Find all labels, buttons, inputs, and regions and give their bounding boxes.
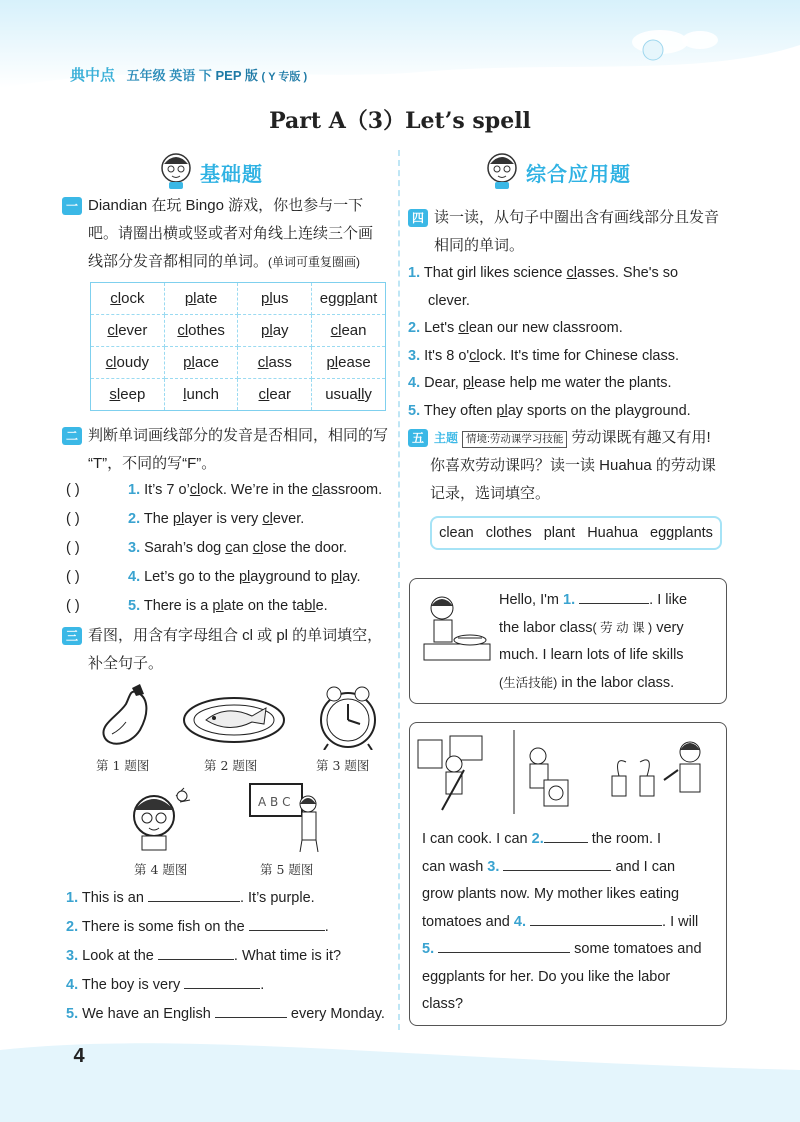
question-3 (62, 622, 392, 678)
q2-text-2: “T”，不同的写“F”。 (88, 455, 217, 472)
bingo-cell[interactable]: clock (91, 283, 165, 315)
fill-item-5: 5. We have an English every Monday. (66, 1006, 385, 1022)
q4-item-1-cont: clever. (428, 292, 470, 309)
bingo-cell[interactable]: plate (164, 283, 238, 315)
bingo-cell[interactable]: clean (312, 315, 386, 347)
question-2 (62, 422, 392, 478)
answer-blank[interactable]: ( ) (66, 598, 80, 614)
fill-item-3: 3. Look at the . What time is it? (66, 948, 342, 964)
question-number: 二 (62, 427, 82, 445)
question-number: 一 (62, 197, 82, 215)
story-box-1-text: Hello, I'm 1. . I like the labor class( 劳 动 课 ) very much. I learn lots of life skills (生活技能) in the labor class. (499, 592, 688, 691)
question-4 (408, 204, 738, 260)
story-box-2-text: I can cook. I can 2. the room. I can wash 3. and I can grow plants now. My mother likes eating tomatoes and 4. . I will 5. some tomatoes and eggplants for her. Do you like the labor class? (422, 831, 702, 1012)
q5-text-3: 记录，选词填空。 (430, 485, 551, 502)
q4-text-1: 读一读，从句子中圈出含有画线部分且发音 (434, 209, 720, 226)
fish-plate-picture (182, 694, 286, 746)
bingo-cell[interactable]: usually (312, 379, 386, 411)
caption-2: 第 2 题图 (204, 758, 258, 773)
board-text: A B C (258, 795, 291, 809)
series-title (70, 64, 307, 85)
theme-tag: 情境:劳动课学习技能 (462, 431, 567, 448)
caption-3: 第 3 题图 (316, 758, 370, 773)
q5-text-2: 你喜欢劳动课吗？读一读 Huahua 的劳动课 (430, 457, 716, 474)
tf-item-3: ( ) 3. Sarah’s dog can close the door. (66, 540, 348, 556)
q4-item-3: 3. It's 8 o'clock. It's time for Chinese class. (408, 347, 680, 364)
answer-blank[interactable] (438, 939, 570, 953)
footer-wave-decoration (0, 1030, 800, 1122)
bingo-cell[interactable]: play (238, 315, 312, 347)
eggplant-picture (96, 682, 156, 750)
q4-items (408, 260, 738, 425)
answer-blank[interactable] (544, 829, 588, 843)
answer-blank[interactable] (530, 912, 662, 926)
q1-note: (单词可重复圈画) (268, 255, 361, 269)
bingo-cell[interactable]: clever (91, 315, 165, 347)
english-class-picture (248, 780, 324, 852)
q2-text-1: 判断单词画线部分的发音是否相同，相同的写 (88, 427, 389, 444)
brand-logo: 典中点 (70, 67, 116, 84)
bingo-cell[interactable]: place (164, 347, 238, 379)
page-title: Part A（3）Let’s spell (269, 108, 531, 134)
section-header-integrated (482, 150, 672, 190)
answer-blank[interactable]: ( ) (66, 540, 80, 556)
bingo-cell[interactable]: plus (238, 283, 312, 315)
answer-blank[interactable] (158, 946, 234, 960)
girl-cooking-picture (420, 592, 494, 674)
bingo-row (91, 283, 386, 315)
tf-item-4: ( ) 4. Let’s go to the playground to play. (66, 569, 361, 585)
bingo-grid (90, 282, 386, 411)
q4-item-5: 5. They often play sports on the playground. (408, 402, 691, 419)
answer-blank[interactable]: ( ) (66, 511, 80, 527)
answer-blank[interactable]: ( ) (66, 482, 80, 498)
bingo-row (91, 379, 386, 411)
answer-blank[interactable] (215, 1004, 287, 1018)
question-5 (408, 424, 738, 508)
section-label: 综合应用题 (526, 162, 631, 186)
page-number: 4 (73, 1045, 85, 1067)
bingo-cell[interactable]: please (312, 347, 386, 379)
tf-item-2: ( ) 2. The player is very clever. (66, 511, 305, 527)
theme-label: 主题 (434, 431, 459, 445)
tf-item-5: ( ) 5. There is a plate on the table. (66, 598, 328, 614)
answer-blank[interactable] (184, 975, 260, 989)
bingo-row (91, 347, 386, 379)
edition-note: ( Y 专版 ) (261, 71, 308, 83)
caption-1: 第 1 题图 (96, 758, 150, 773)
caption-4: 第 4 题图 (134, 862, 188, 877)
answer-blank[interactable] (579, 590, 649, 604)
fill-item-1: 1. This is an . It’s purple. (66, 890, 315, 906)
q4-item-1: 1. That girl likes science classes. She's so (408, 265, 679, 281)
clever-boy-picture (124, 782, 194, 852)
q4-item-2: 2. Let's clean our new classroom. (408, 320, 623, 336)
q1-text-2: 吧。请圈出横或竖或者对角线上连续三个画 (88, 225, 374, 242)
fill-item-4: 4. The boy is very . (66, 977, 265, 993)
q1-text-1: Diandian 在玩 Bingo 游戏，你也参与一下 (88, 197, 364, 214)
caption-5: 第 5 题图 (260, 862, 314, 877)
mascot-icon (482, 150, 522, 190)
question-1 (62, 192, 392, 276)
question-number: 三 (62, 627, 82, 645)
answer-blank[interactable] (503, 857, 611, 871)
question-number: 四 (408, 209, 428, 227)
q5-text-1: 劳动课既有趣又有用! (571, 429, 711, 446)
answer-blank[interactable] (249, 917, 325, 931)
edition-name: PEP 版 (215, 68, 258, 83)
q1-text-3: 线部分发音都相同的单词。 (88, 253, 269, 270)
column-divider (398, 150, 400, 1030)
fill-item-2: 2. There is some fish on the . (66, 919, 329, 935)
question-number: 五 (408, 429, 428, 447)
bingo-cell[interactable]: eggplant (312, 283, 386, 315)
bingo-cell[interactable]: clear (238, 379, 312, 411)
clock-picture (316, 684, 380, 750)
word-bank: clean clothes plant Huahua eggplants (430, 516, 722, 550)
q4-item-4: 4. Dear, please help me water the plants. (408, 375, 672, 391)
q4-text-2: 相同的单词。 (434, 237, 525, 254)
bingo-cell[interactable]: lunch (164, 379, 238, 411)
series-name: 五年级 英语 下 (126, 68, 212, 83)
section-header-basic (156, 150, 306, 190)
q3-text-1: 看图，用含有字母组合 cl 或 pl 的单词填空， (88, 627, 383, 644)
chores-picture (414, 730, 722, 814)
bingo-cell[interactable]: sleep (91, 379, 165, 411)
bingo-cell[interactable]: class (238, 347, 312, 379)
answer-blank[interactable] (148, 888, 240, 902)
bingo-cell[interactable]: cloudy (91, 347, 165, 379)
q3-text-2: 补全句子。 (88, 655, 164, 672)
answer-blank[interactable]: ( ) (66, 569, 80, 585)
mascot-icon (156, 150, 196, 190)
bingo-cell[interactable]: clothes (164, 315, 238, 347)
section-label: 基础题 (200, 162, 263, 186)
tf-item-1: ( ) 1. It’s 7 o’clock. We’re in the classroom. (66, 482, 383, 498)
bingo-row (91, 315, 386, 347)
